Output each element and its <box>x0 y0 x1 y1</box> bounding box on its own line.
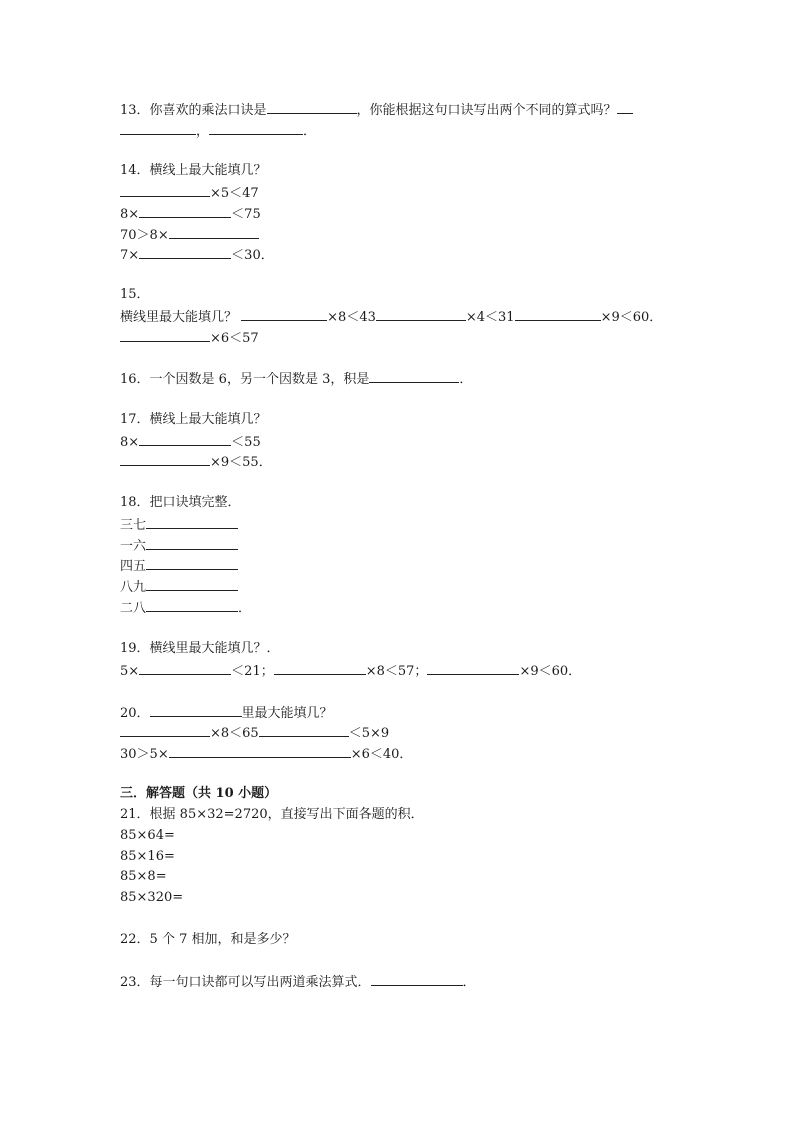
q19-c-post: ×9＜60． <box>519 664 582 679</box>
q15-blank-c[interactable] <box>515 308 601 321</box>
q21-item-3: 85×8= <box>120 869 167 884</box>
q18-blank-2[interactable] <box>146 537 238 550</box>
q13-blank-rhyme[interactable] <box>267 101 357 114</box>
q13-blank-a-start[interactable] <box>617 101 633 114</box>
q14-r2-post: ＜75 <box>231 207 261 222</box>
q16-line <box>120 370 472 388</box>
q21-item-4: 85×320= <box>120 890 184 905</box>
q19-b-post: ×8＜57； <box>365 664 428 679</box>
q15-line <box>120 308 662 326</box>
q18-end: ． <box>238 601 252 616</box>
q18-row1 <box>120 516 238 534</box>
section3-title: 三．解答题（共 10 小题） <box>120 786 278 801</box>
q14-r3-pre: 70＞8× <box>120 228 169 243</box>
q15-c: ×9＜60． <box>600 310 663 325</box>
q14-blank-1[interactable] <box>120 184 210 197</box>
q18-blank-4[interactable] <box>146 578 238 591</box>
q20-row2 <box>120 745 412 763</box>
q14-row2 <box>120 205 261 223</box>
q23-text: 23．每一句口诀都可以写出两道乘法算式． <box>120 975 371 990</box>
q20-a: ×8＜65 <box>210 726 259 741</box>
q14-r4-post: ＜30． <box>231 248 274 263</box>
q18-c: 四五 <box>120 559 147 574</box>
q18-a: 三七 <box>120 518 147 533</box>
q19-blank-c[interactable] <box>427 662 519 675</box>
q17-title: 17．横线上最大能填几？ <box>120 412 267 427</box>
q18-blank-5[interactable] <box>146 599 238 612</box>
q19-a-post: ＜21； <box>231 664 274 679</box>
q13-line1 <box>120 101 633 119</box>
q14-row3 <box>120 226 259 244</box>
q18-b: 一六 <box>120 539 147 554</box>
q18-blank-1[interactable] <box>146 516 238 529</box>
q14-row1 <box>120 184 259 202</box>
q15-d: ×6＜57 <box>210 331 259 346</box>
q13-sep: ， <box>196 124 210 139</box>
q20-blank-a[interactable] <box>120 724 210 737</box>
q15-a: ×8＜43 <box>327 310 376 325</box>
q14-r2-pre: 8× <box>120 207 140 222</box>
q23-end: ． <box>462 975 476 990</box>
q23-blank[interactable] <box>371 973 463 986</box>
q19-row <box>120 662 581 680</box>
q18-row4 <box>120 578 238 596</box>
q22-title: 22．5 个 7 相加，和是多少？ <box>120 932 296 947</box>
q14-blank-4[interactable] <box>139 246 231 259</box>
q19-title: 19．横线里最大能填几？． <box>120 641 280 656</box>
q13-blank-b[interactable] <box>209 122 303 135</box>
q18-e: 二八 <box>120 601 147 616</box>
q19-blank-a[interactable] <box>139 662 231 675</box>
q20-b: ＜5×9 <box>348 726 390 741</box>
q17-r1-pre: 8× <box>120 435 140 450</box>
q14-row4 <box>120 246 274 264</box>
q13-text: 13．你喜欢的乘法口诀是 <box>120 103 267 118</box>
q18-row5 <box>120 599 251 617</box>
q20-title-text: 里最大能填几？ <box>241 706 333 721</box>
q13-text-mid: ，你能根据这句口诀写出两个不同的算式吗？ <box>356 103 617 118</box>
q20-c-pre: 30＞5× <box>120 747 169 762</box>
q16-text: 16．一个因数是 6，另一个因数是 3，积是 <box>120 372 370 387</box>
q14-blank-2[interactable] <box>139 205 231 218</box>
q15-number: 15． <box>120 287 150 302</box>
q13-blank-a[interactable] <box>120 122 196 135</box>
q14-r4-pre: 7× <box>120 248 140 263</box>
q17-row2 <box>120 453 272 471</box>
q21-item-2: 85×16= <box>120 849 175 864</box>
q18-blank-3[interactable] <box>146 557 238 570</box>
q17-row1 <box>120 433 261 451</box>
q20-blank-c[interactable] <box>169 745 351 758</box>
q17-r1-post: ＜55 <box>231 435 261 450</box>
q17-r2-post: ×9＜55． <box>210 455 272 470</box>
q16-blank[interactable] <box>369 370 459 383</box>
q20-title <box>120 704 333 722</box>
q14-r1-text: ×5＜47 <box>210 186 259 201</box>
q20-number: 20． <box>120 706 150 721</box>
q15-line2 <box>120 329 259 347</box>
q21-title: 21．根据 85×32=2720，直接写出下面各题的积． <box>120 807 424 822</box>
q17-blank-2[interactable] <box>120 453 210 466</box>
q20-row1 <box>120 724 389 742</box>
q15-blank-d[interactable] <box>120 329 210 342</box>
q20-blank-title[interactable] <box>150 704 242 717</box>
q13-end: ． <box>303 124 317 139</box>
q21-item-1: 85×64= <box>120 828 175 843</box>
q19-a-pre: 5× <box>120 664 140 679</box>
q20-blank-b[interactable] <box>259 724 349 737</box>
q19-blank-b[interactable] <box>274 662 366 675</box>
q18-row3 <box>120 557 238 575</box>
q18-title: 18．把口诀填完整． <box>120 495 241 510</box>
q18-d: 八九 <box>120 580 147 595</box>
q15-title: 横线里最大能填几？ <box>120 310 238 325</box>
q23-line <box>120 973 476 991</box>
q13-line2 <box>120 122 316 140</box>
q14-title: 14．横线上最大能填几？ <box>120 163 267 178</box>
q17-blank-1[interactable] <box>139 433 231 446</box>
q14-blank-3[interactable] <box>169 226 259 239</box>
q18-row2 <box>120 537 238 555</box>
q15-b: ×4＜31 <box>465 310 515 325</box>
q20-c-post: ×6＜40． <box>350 747 413 762</box>
q16-end: ． <box>459 372 473 387</box>
q15-blank-b[interactable] <box>376 308 466 321</box>
q15-blank-a[interactable] <box>241 308 327 321</box>
